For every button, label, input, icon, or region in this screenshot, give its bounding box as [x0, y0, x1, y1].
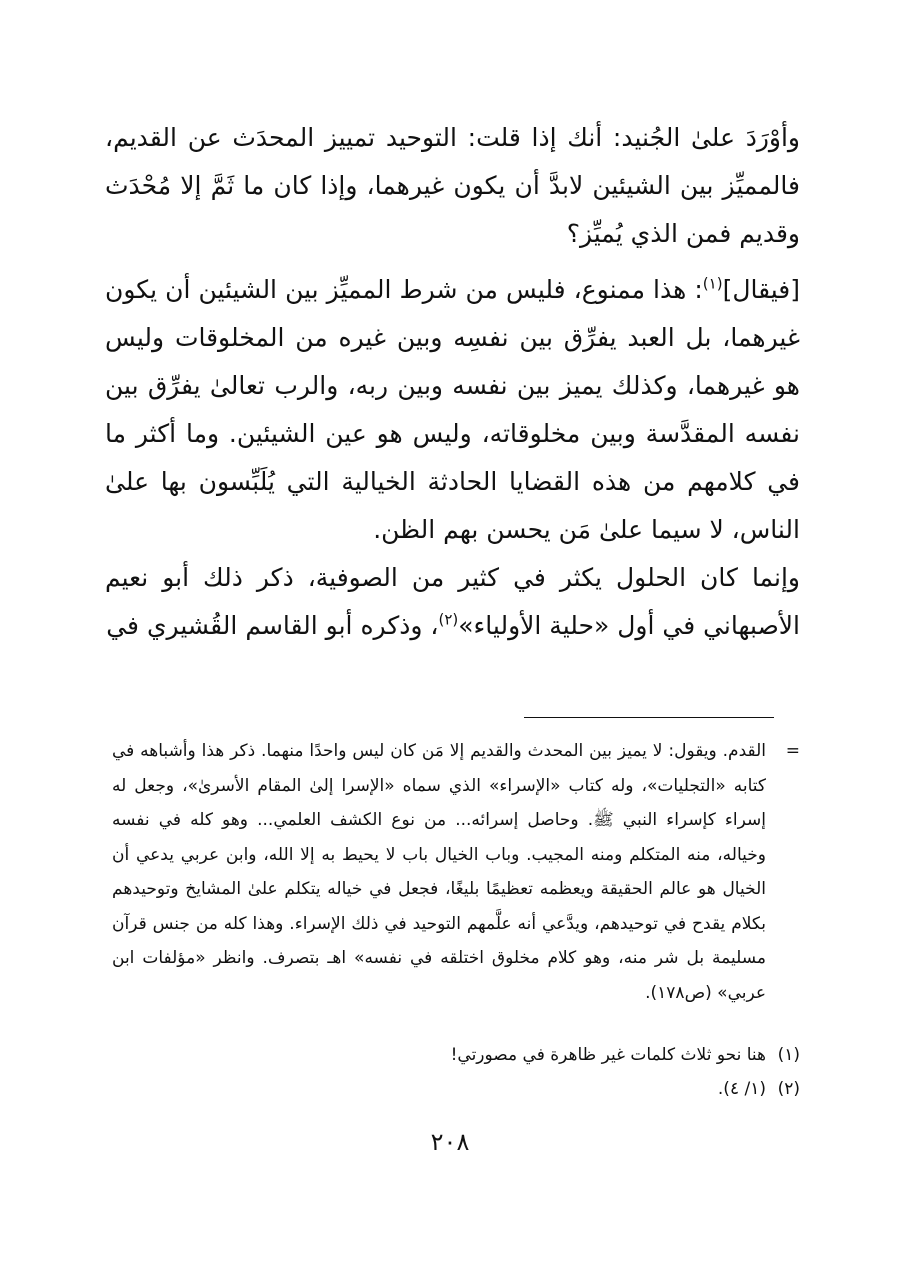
- paragraph-text: وإنما كان الحلول يكثر في كثير من الصوفية، ذكر ذلك أبو نعيم الأصبهاني في أول «حلية الأولياء»: [105, 563, 800, 640]
- paragraph-text-end: ، وذكره أبو القاسم القُشيري في: [106, 611, 439, 640]
- footnote-2: [112, 1074, 800, 1104]
- paragraph-response: [105, 266, 800, 554]
- footnote-continuation-text: القدم. ويقول: لا يميز بين المحدث والقديم إلا مَن كان ليس واحدًا منهما. ذكر هذا وأشباهه في كتابه «التجليات»، وله كتاب «الإسراء» الذي سماه «الإسرا إلىٰ المقام الأسرىٰ»، وجعل له إسراء كإسراء النبي ﷺ. وحاصل إسرائه... من نوع الكشف العلمي... وهو كله في نفسه وخياله، منه المتكلم ومنه المجيب. وباب الخيال باب لا يحيط به إلا الله، وابن عربي يدعي أن الخيال هو عالم الحقيقة ويعظمه تعظيمًا بليغًا، فجعل في خياله يتكلم علىٰ المشايخ وتوحيدهم بكلام يقدح في توحيدهم، ويدَّعي أنه علَّمهم التوحيد في ذلك الإسراء. وهذا كله من جنس قرآن مسليمة بل شر منه، وهو كلام مخلوق اختلقه في نفسه» اهـ بتصرف. وانظر «مؤلفات ابن عربي» (ص١٧٨).: [112, 741, 766, 1003]
- footnote-continuation: [112, 734, 800, 1010]
- footnote-number: (٢): [777, 1079, 800, 1099]
- footnote-text: (١/ ٤).: [717, 1079, 766, 1099]
- footnote-separator: [524, 717, 774, 718]
- paragraph-text: وأوْرَدَ علىٰ الجُنيد: أنك إذا قلت: التوحيد تمييز المحدَث عن القديم، فالمميِّز بين الشيئين لابدَّ أن يكون غيرهما، وإذا كان ما ثَمَّ إلا مُحْدَث وقديم فمن الذي يُميِّز؟: [105, 123, 800, 248]
- footnote-text: هنا نحو ثلاث كلمات غير ظاهرة في مصورتي!: [450, 1045, 766, 1065]
- footnote-ref-2[interactable]: (٢): [438, 610, 459, 629]
- footnote-1: [112, 1040, 800, 1070]
- page-number: ٢٠٨: [430, 1128, 470, 1156]
- continuation-marker: =: [785, 741, 800, 761]
- paragraph-junayd-objection: [105, 114, 800, 258]
- paragraph-text: : هذا ممنوع، فليس من شرط المميِّز بين الشيئين أن يكون غيرهما، بل العبد يفرِّق بين نفسِه وبين غيره من المخلوقات وليس هو غيرهما، وكذلك يميز بين نفسه وبين ربه، والرب تعالىٰ يفرِّق بين نفسه المقدَّسة وبين مخلوقاته، وليس هو عين الشيئين. وما أكثر ما في كلامهم من هذه القضايا الحادثة الخيالية التي يُلَبِّسون بها علىٰ الناس، لا سيما علىٰ مَن يحسن بهم الظن.: [105, 275, 800, 544]
- paragraph-hulul: [105, 554, 800, 650]
- footnote-number: (١): [777, 1045, 800, 1065]
- paragraph-lead: [فيقال]: [722, 275, 800, 304]
- footnote-ref-1[interactable]: (١): [702, 274, 723, 293]
